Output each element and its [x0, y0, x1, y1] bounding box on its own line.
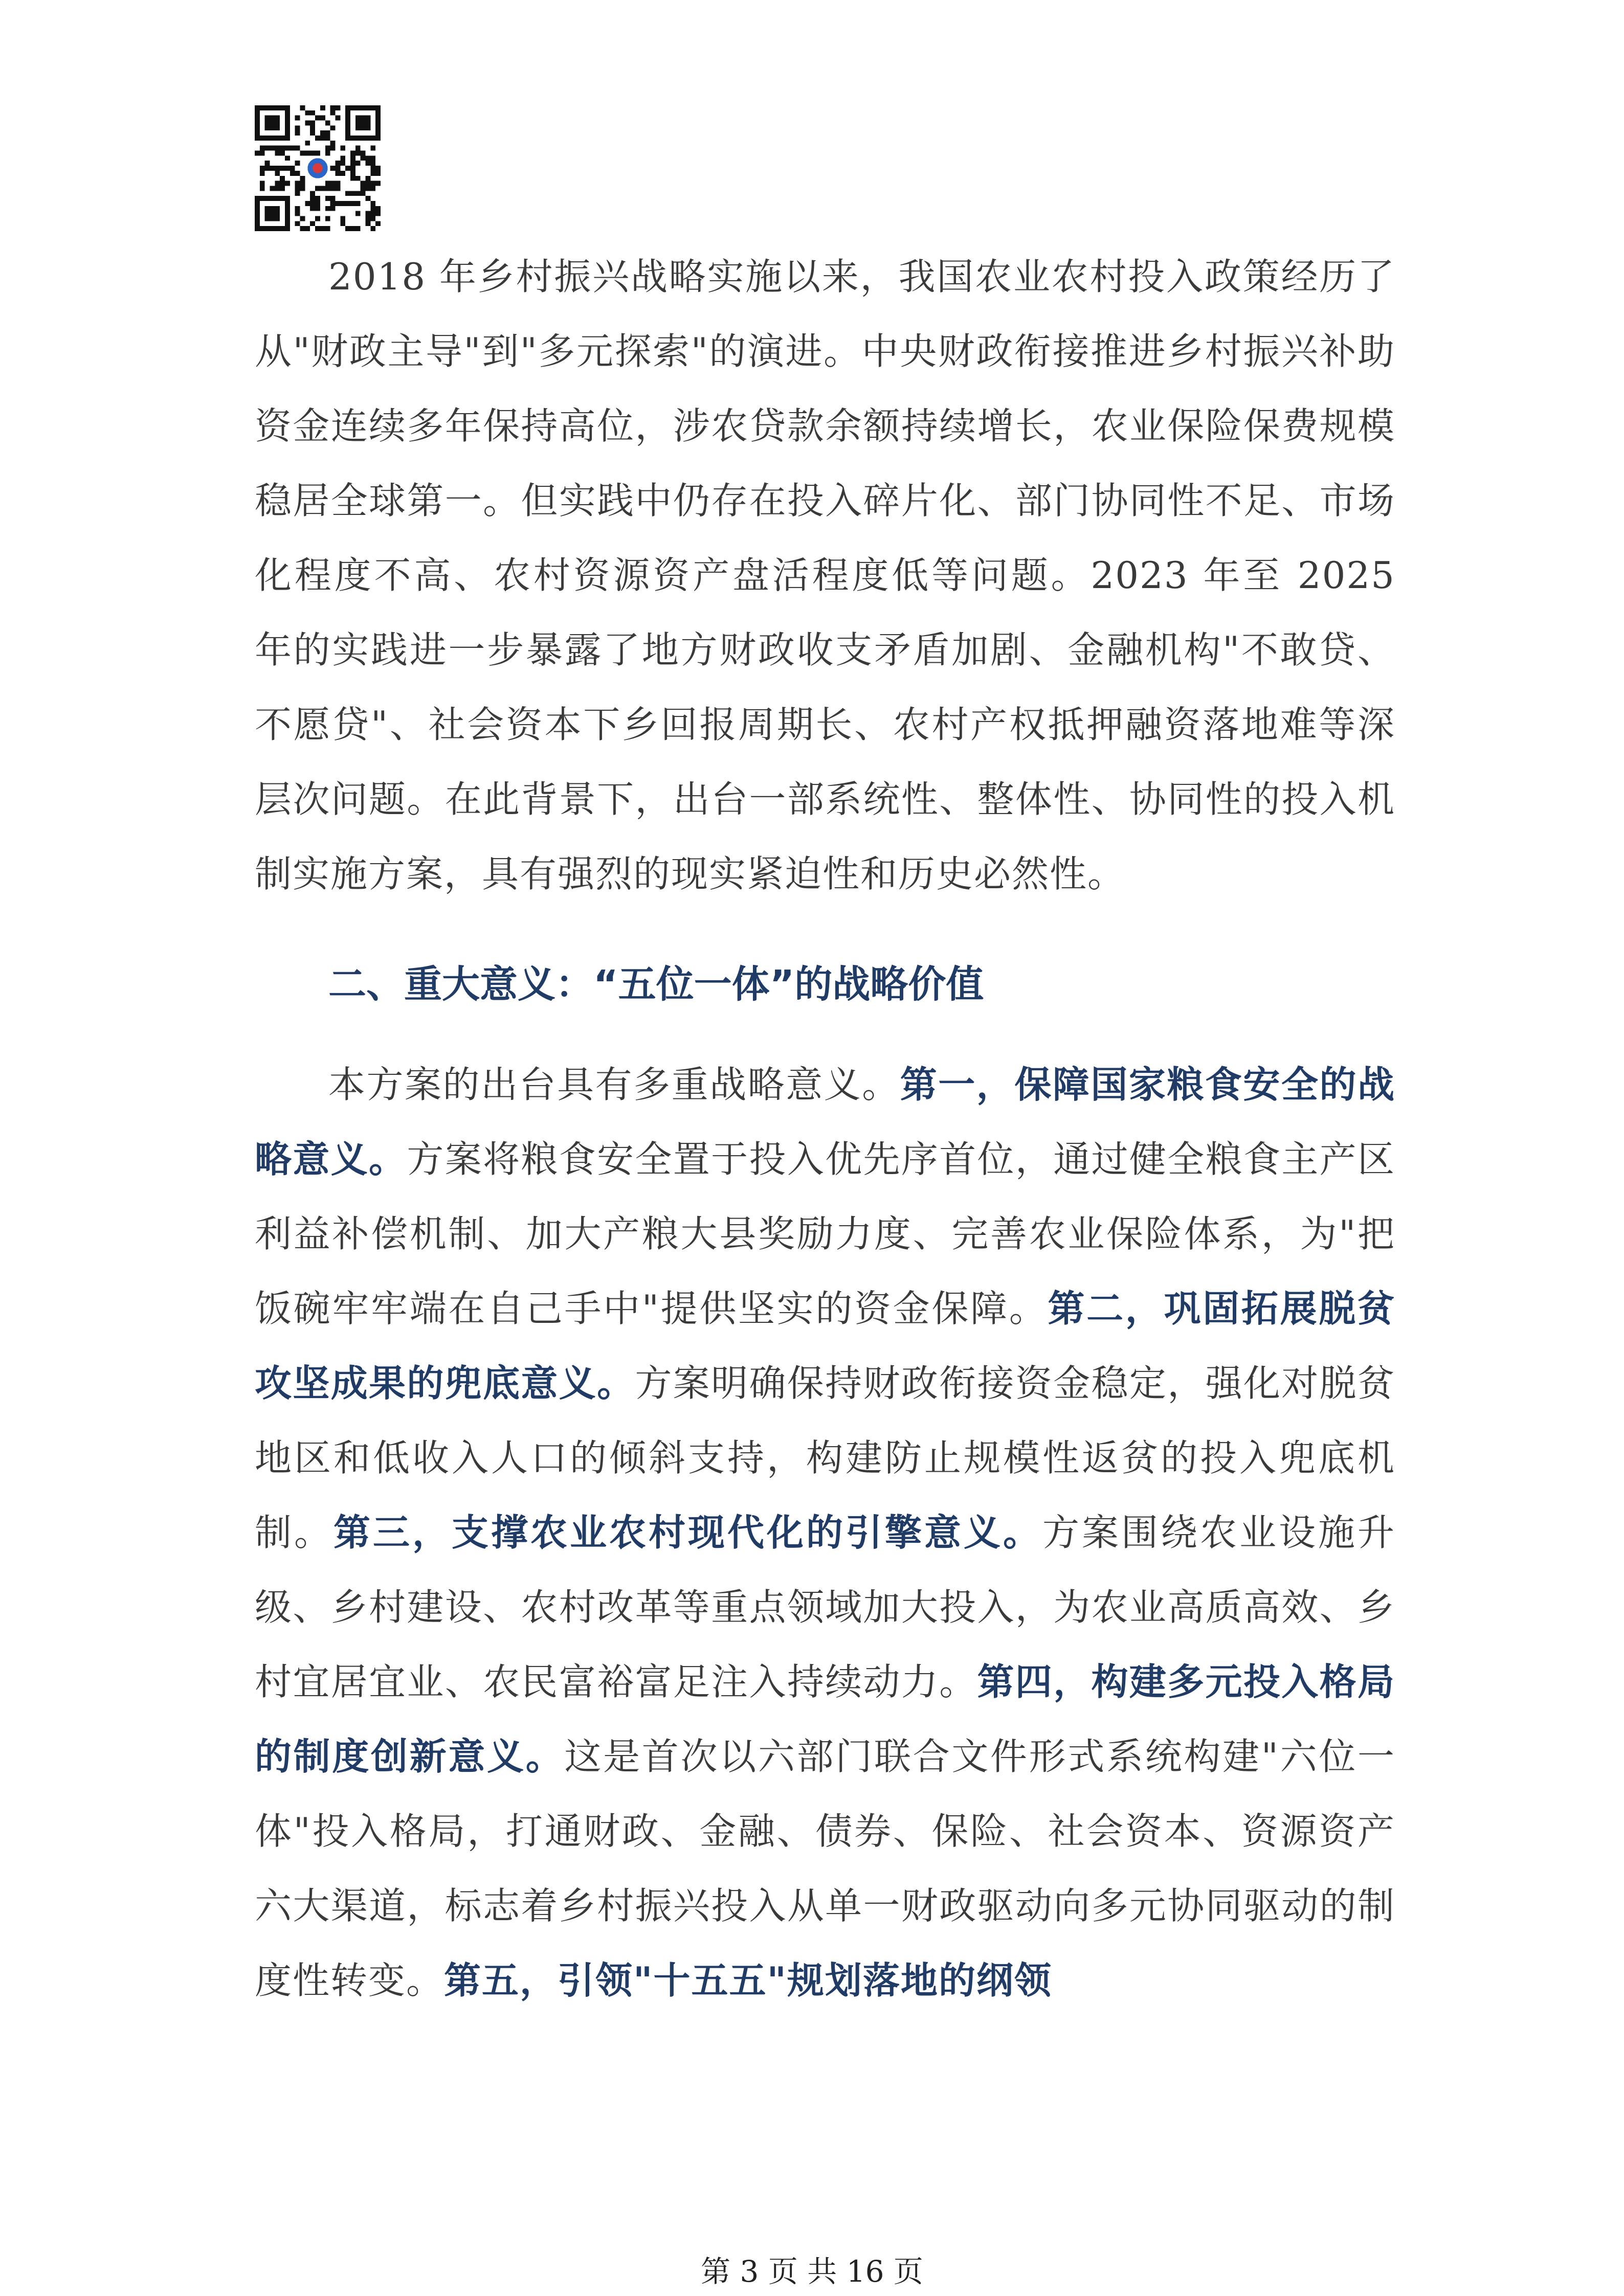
- point-2-heading: 第二，巩固拓展脱贫攻坚成果的兜底意义。: [255, 1287, 1395, 1405]
- para-text: 本方案的出台具有多重战略意义。: [328, 1063, 900, 1106]
- page-number: 第 3 页 共 16 页: [701, 2254, 923, 2289]
- qr-code-image: [255, 105, 381, 231]
- section-heading: 二、重大意义：“五位一体”的战略价值: [328, 962, 984, 1006]
- point-4-heading: 第四，构建多元投入格局的制度创新意义。: [255, 1660, 1395, 1778]
- para-text: 方案围绕农业设施升级、乡村建设、农村改革等重点领域加大投入，为农业高质高效、乡村宜居宜业、农民富裕富足注入持续动力。: [255, 1511, 1395, 1703]
- para-text: 方案明确保持财政衔接资金稳定，强化对脱贫地区和低收入人口的倾斜支持，构建防止规模性返贫的投入兜底机制。: [255, 1362, 1395, 1554]
- point-5-heading: 第五，引领"十五五"规划落地的纲领: [444, 1959, 1053, 2002]
- significance-paragraph: [255, 1047, 1395, 2018]
- point-3-heading: 第三，支撑农业农村现代化的引擎意义。: [333, 1511, 1042, 1554]
- para-text: 方案将粮食安全置于投入优先序首位，通过健全粮食主产区利益补偿机制、加大产粮大县奖励力度、完善农业保险体系，为"把饭碗牢牢端在自己手中"提供坚实的资金保障。: [255, 1138, 1395, 1330]
- para-text: 这是首次以六部门联合文件形式系统构建"六位一体"投入格局，打通财政、金融、债券、保险、社会资本、资源资产六大渠道，标志着乡村振兴投入从单一财政驱动向多元协同驱动的制度性转变。: [255, 1735, 1395, 2002]
- intro-paragraph: 2018 年乡村振兴战略实施以来，我国农业农村投入政策经历了从"财政主导"到"多元探索"的演进。中央财政衔接推进乡村振兴补助资金连续多年保持高位，涉农贷款余额持续增长，农业保险保费规模稳居全球第一。但实践中仍存在投入碎片化、部门协同性不足、市场化程度不高、农村资源资产盘活程度低等问题。2023 年至 2025 年的实践进一步暴露了地方财政收支矛盾加剧、金融机构"不敢贷、不愿贷"、社会资本下乡回报周期长、农村产权抵押融资落地难等深层次问题。在此背景下，出台一部系统性、整体性、协同性的投入机制实施方案，具有强烈的现实紧迫性和历史必然性。: [255, 255, 1395, 895]
- document-body: [255, 239, 1395, 2018]
- point-1-heading: 第一，保障国家粮食安全的战略意义。: [255, 1063, 1395, 1181]
